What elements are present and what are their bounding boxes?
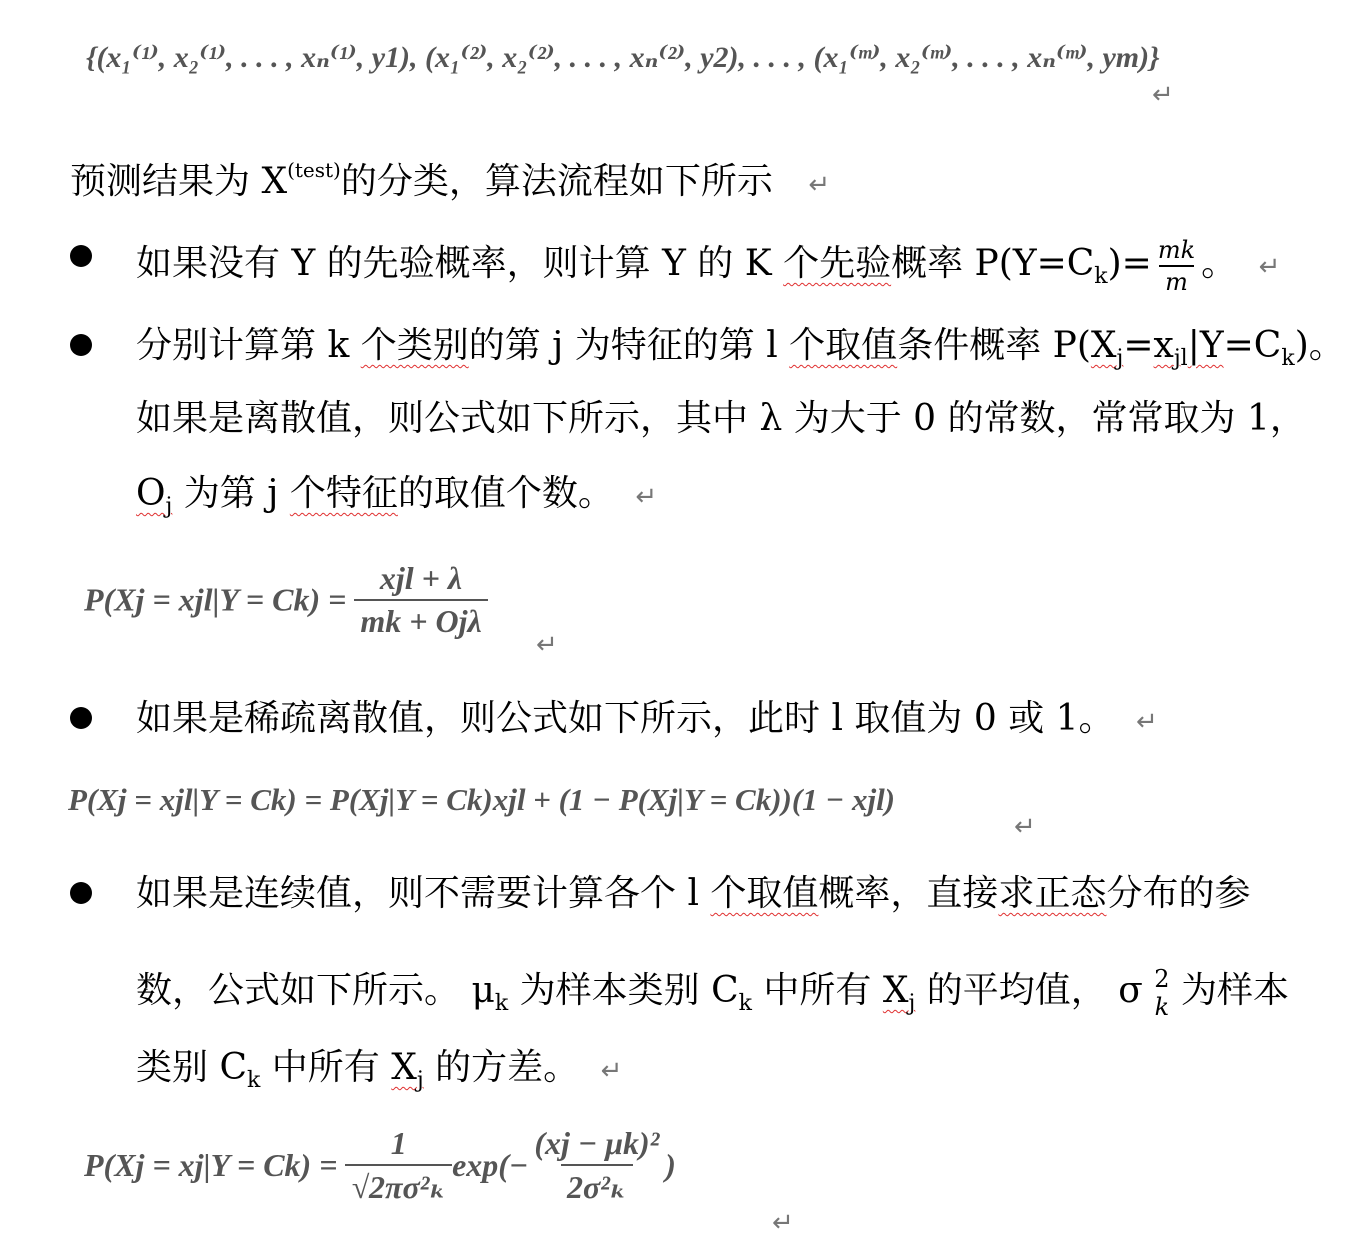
intro-paragraph: 预测结果为 $X^{(test)}$的分类，算法流程如下所示 ↵	[70, 158, 831, 202]
return-mark-icon: ↵	[536, 630, 558, 660]
bullet4-line2: 数，公式如下所示。 $\mu_k$ 为样本类别 $C_k$ 中所有 $X_j$ 的平均值， σ 2 k 为样本	[136, 965, 1289, 1021]
return-mark-icon: ↵	[635, 482, 658, 512]
bullet4-line3: 类别 $C_k$ 中所有 $X_j$ 的方差。 ↵	[136, 1047, 623, 1093]
bullet-point	[70, 334, 92, 356]
discrete-formula: P(Xj = xjl|Y = Ck) = $\frac{\text{xjl + λ}}{\text{mk + Ojλ}}$	[84, 560, 488, 640]
return-mark-icon: ↵	[1152, 80, 1174, 110]
dataset-formula: {(x₁⁽¹⁾, x₂⁽¹⁾, . . . , xₙ⁽¹⁾, y1), (x₁⁽²⁾, x₂⁽²⁾, . . . , xₙ⁽²⁾, y2), . . . , (x₁⁽ᵐ⁾, x₂⁽ᵐ⁾, . . . , xₙ⁽ᵐ⁾, ym)}	[86, 41, 1160, 74]
return-mark-icon: ↵	[1014, 812, 1036, 842]
sparse-formula: P(Xj = xjl|Y = Ck) = P(Xj|Y = Ck)xjl + (1 − P(Xj|Y = Ck))(1 − xjl)	[68, 782, 896, 817]
bullet4-line1: 如果是连续值，则不需要计算各个 l 个取值概率，直接求正态分布的参	[136, 873, 1251, 914]
bullet1-paragraph: 如果没有 Y 的先验概率，则计算 Y 的 K 个先验概率 $P(Y=C_k)=$ $\frac{mk}{m}$ 。 ↵	[136, 236, 1281, 296]
return-mark-icon: ↵	[600, 1056, 623, 1086]
return-mark-icon: ↵	[808, 170, 831, 200]
return-mark-icon: ↵	[1258, 252, 1281, 282]
return-mark-icon: ↵	[772, 1208, 794, 1238]
bullet2-line2: 如果是离散值，则公式如下所示，其中 λ 为大于 0 的常数，常常取为 1，	[136, 398, 1306, 439]
bullet2-line1: 分别计算第 k 个类别的第 j 为特征的第 l 个取值条件概率 $P(X_j=x_{jl}|Y=C_k)$。	[136, 325, 1345, 371]
bullet-point	[70, 245, 92, 267]
bullet-point	[70, 882, 92, 904]
prior-fraction: $\frac{mk}{m}$	[1157, 236, 1196, 296]
bullet3-paragraph: 如果是稀疏离散值，则公式如下所示，此时 l 取值为 0 或 1。 ↵	[136, 698, 1158, 739]
return-mark-icon: ↵	[1136, 707, 1158, 737]
bullet-point	[70, 707, 92, 729]
gaussian-formula: P(Xj = xj|Y = Ck) = $\frac{1}{\text{√2πσ²ₖ}}$ exp(− $\frac{\text{(xj − μk)²}}{\text{2σ²ₖ}}$ )	[84, 1125, 676, 1205]
bullet2-line3: $O_j$ 为第 j 个特征的取值个数。 ↵	[136, 473, 658, 519]
